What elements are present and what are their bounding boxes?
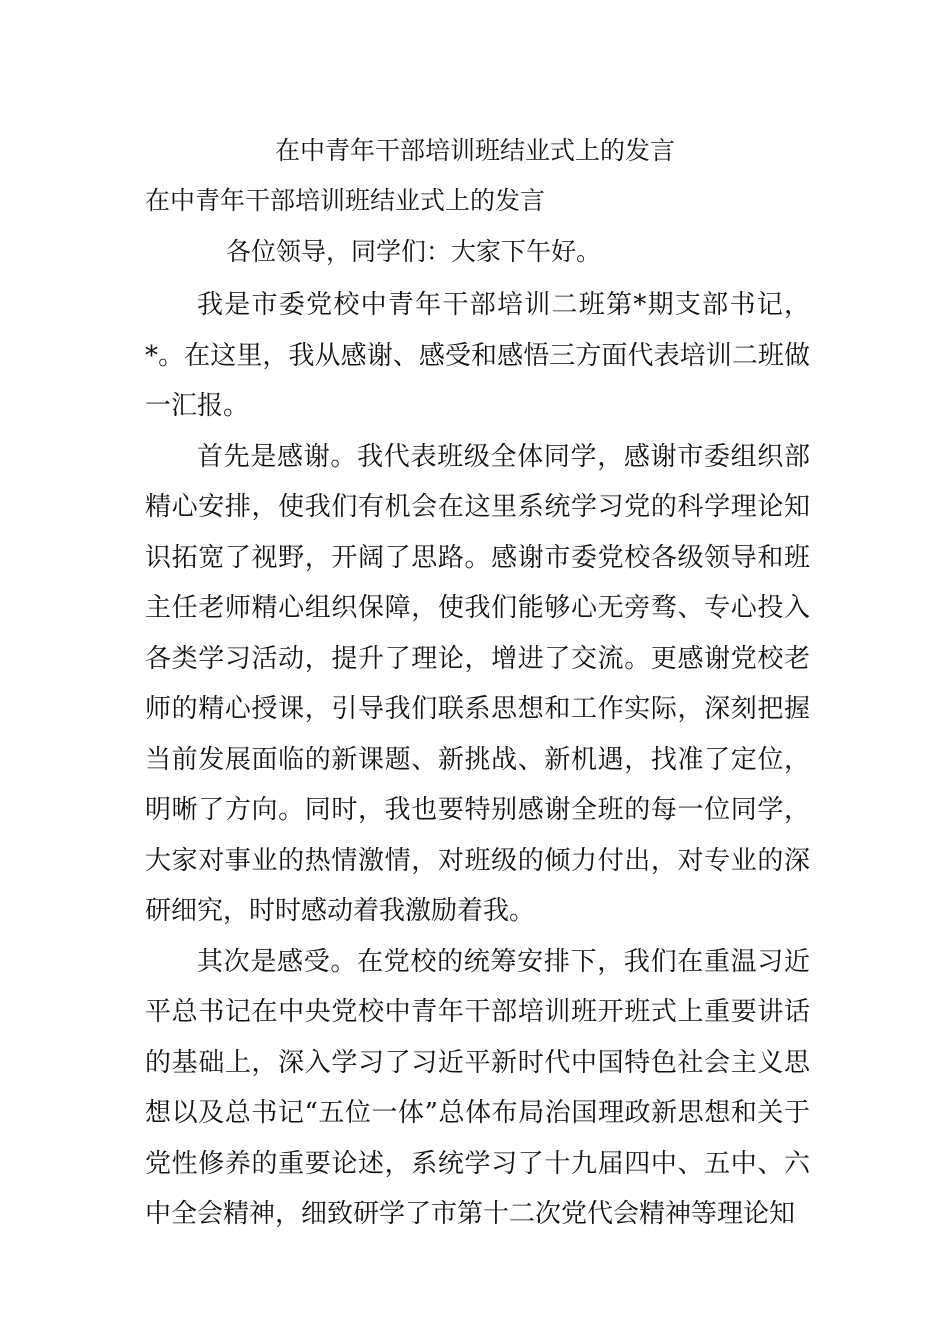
document-subtitle: 在中青年干部培训班结业式上的发言: [145, 186, 546, 215]
paragraph-impressions: 其次是感受。在党校的统筹安排下，我们在重温习近平总书记在中央党校中青年干部培训班开班式上重要讲话的基础上，深入学习了习近平新时代中国特色社会主义思想以及总书记“五位一体”总体布局治国理政新思想和关于党性修养的重要论述，系统学习了十九届四中、五中、六中全会精神，细致研学了市第十二次党代会精神等理论知: [145, 946, 810, 1229]
document-body: [145, 280, 810, 1240]
greeting-line: 各位领导，同学们：大家下午好。: [226, 237, 602, 266]
paragraph-thanks: 首先是感谢。我代表班级全体同学，感谢市委组织部精心安排，使我们有机会在这里系统学习党的科学理论知识拓宽了视野，开阔了思路。感谢市委党校各级领导和班主任老师精心组织保障，使我们能够心无旁骛、专心投入各类学习活动，提升了理论，增进了交流。更感谢党校老师的精心授课，引导我们联系思想和工作实际，深刻把握当前发展面临的新课题、新挑战、新机遇，找准了定位，明晰了方向。同时，我也要特别感谢全班的每一位同学，大家对事业的热情激情，对班级的倾力付出，对专业的深研细究，时时感动着我激励着我。: [145, 441, 810, 926]
document-title: 在中青年干部培训班结业式上的发言: [274, 136, 675, 165]
paragraph-introduction: 我是市委党校中青年干部培训二班第*期支部书记，*。在这里，我从感谢、感受和感悟三方面代表培训二班做一汇报。: [145, 290, 810, 421]
